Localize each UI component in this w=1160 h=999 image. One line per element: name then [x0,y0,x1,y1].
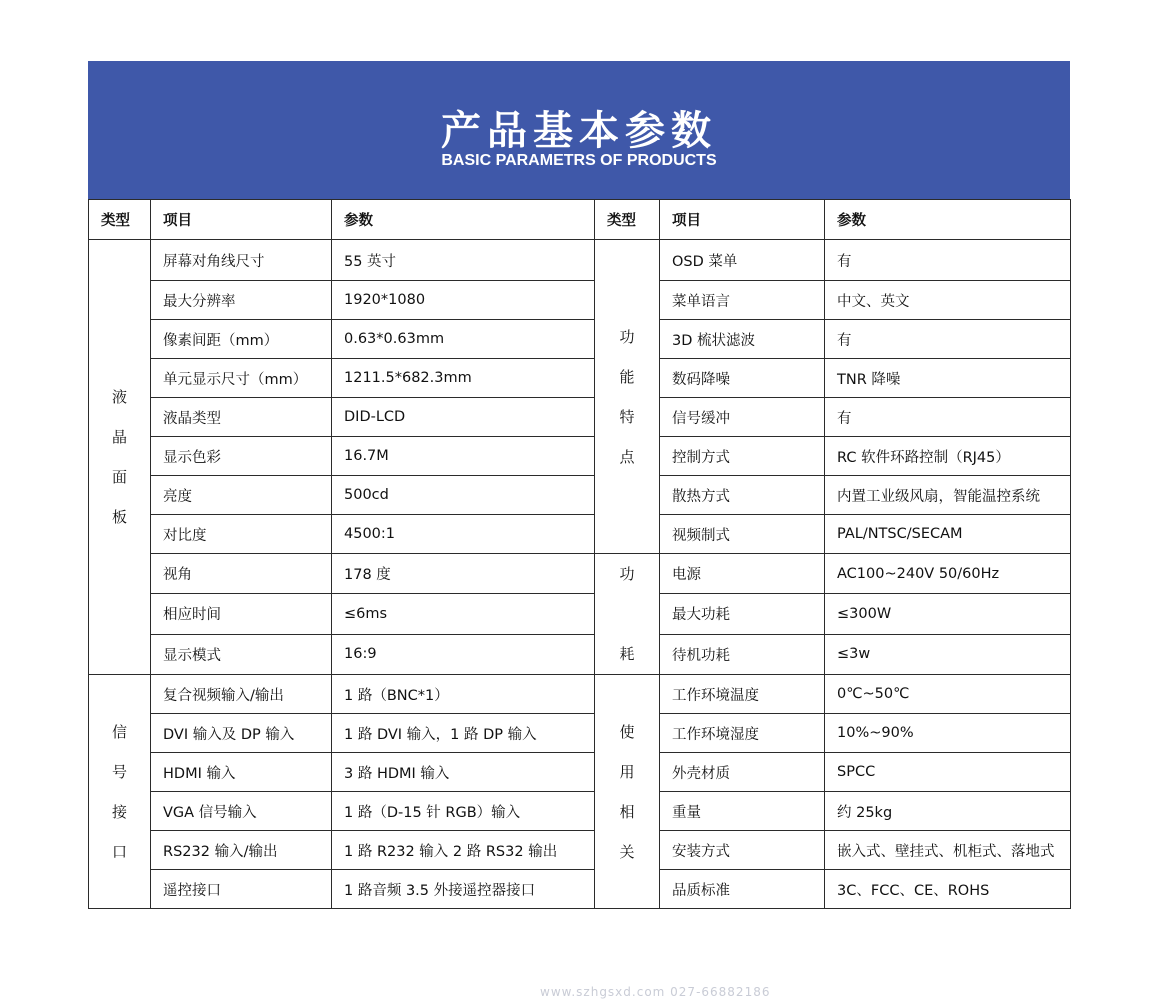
table-row [89,320,1071,359]
group-features [595,240,660,554]
param-item-2: 外壳材质 [660,753,825,792]
table-row [89,515,1071,554]
param-item: 屏幕对角线尺寸 [151,240,332,281]
param-item: 亮度 [151,476,332,515]
table-row [89,675,1071,714]
param-item-2: 工作环境温度 [660,675,825,714]
table-row [89,594,1071,634]
group-lcd-label: 液 晶 面 板 [111,388,127,526]
param-value: 0.63*0.63mm [332,320,595,359]
param-item: HDMI 输入 [151,753,332,792]
param-value-2: 0℃~50℃ [825,675,1071,714]
param-item: 单元显示尺寸（mm） [151,359,332,398]
table-row [89,753,1071,792]
header-item-2: 项目 [660,200,825,240]
header-value: 参数 [332,200,595,240]
param-item: 显示色彩 [151,437,332,476]
banner-title: 产品基本参数 [441,108,717,154]
group-interface [89,675,151,909]
param-value-2: 3C、FCC、CE、ROHS [825,870,1071,909]
param-item-2: 品质标准 [660,870,825,909]
table-row [89,634,1071,674]
param-value: 1211.5*682.3mm [332,359,595,398]
param-value-2: 有 [825,398,1071,437]
table-row [89,714,1071,753]
table-header-row [89,200,1071,240]
group-features-label: 功 能 特 点 [619,327,635,466]
param-value: 1 路 R232 输入 2 路 RS32 输出 [332,831,595,870]
param-item-2: 菜单语言 [660,281,825,320]
parameter-sheet [88,61,1070,999]
table-row [89,281,1071,320]
param-value-2: SPCC [825,753,1071,792]
param-value-2: 10%~90% [825,714,1071,753]
parameter-table [88,199,1071,909]
param-value-2: 内置工业级风扇，智能温控系统 [825,476,1071,515]
param-value-2: 嵌入式、壁挂式、机柜式、落地式 [825,831,1071,870]
param-item: 对比度 [151,515,332,554]
param-item-2: 信号缓冲 [660,398,825,437]
group-usage [595,675,660,909]
table-row [89,792,1071,831]
param-value: 3 路 HDMI 输入 [332,753,595,792]
param-value: DID-LCD [332,398,595,437]
param-item-2: 重量 [660,792,825,831]
param-item: 最大分辨率 [151,281,332,320]
param-item: DVI 输入及 DP 输入 [151,714,332,753]
param-item-2: 待机功耗 [660,634,825,674]
title-banner [88,61,1070,199]
header-type-2: 类型 [595,200,660,240]
table-row [89,554,1071,594]
param-value-2: TNR 降噪 [825,359,1071,398]
param-value-2: ≤3w [825,634,1071,674]
param-value: 4500:1 [332,515,595,554]
param-item: 视角 [151,554,332,594]
param-item: 像素间距（mm） [151,320,332,359]
param-item: VGA 信号输入 [151,792,332,831]
param-value: 1 路（D-15 针 RGB）输入 [332,792,595,831]
param-value: 500cd [332,476,595,515]
param-item-2: 安装方式 [660,831,825,870]
group-power-label: 功 耗 [619,565,635,663]
param-item: 相应时间 [151,594,332,634]
group-interface-label: 信 号 接 口 [111,722,127,861]
param-value: 1 路 DVI 输入，1 路 DP 输入 [332,714,595,753]
param-value-2: ≤300W [825,594,1071,634]
watermark-text: www.szhgsxd.com 027-66882186 [540,985,771,999]
param-value: 16:9 [332,634,595,674]
table-row [89,870,1071,909]
param-item: RS232 输入/输出 [151,831,332,870]
param-value-2: RC 软件环路控制（RJ45） [825,437,1071,476]
param-item-2: 控制方式 [660,437,825,476]
param-item: 复合视频输入/输出 [151,675,332,714]
param-item: 液晶类型 [151,398,332,437]
table-row [89,476,1071,515]
param-value: 1 路（BNC*1） [332,675,595,714]
group-power [595,554,660,675]
param-item-2: OSD 菜单 [660,240,825,281]
table-row [89,240,1071,281]
param-value-2: 中文、英文 [825,281,1071,320]
table-row [89,437,1071,476]
group-usage-label: 使 用 相 关 [619,722,635,861]
table-row [89,359,1071,398]
header-type: 类型 [89,200,151,240]
param-item-2: 3D 梳状滤波 [660,320,825,359]
param-item-2: 工作环境湿度 [660,714,825,753]
param-item: 遥控接口 [151,870,332,909]
param-value-2: AC100~240V 50/60Hz [825,554,1071,594]
header-item: 项目 [151,200,332,240]
param-value: 16.7M [332,437,595,476]
param-value-2: 有 [825,320,1071,359]
group-lcd [89,240,151,675]
param-value: 55 英寸 [332,240,595,281]
table-row [89,831,1071,870]
header-value-2: 参数 [825,200,1071,240]
param-item-2: 散热方式 [660,476,825,515]
param-item-2: 数码降噪 [660,359,825,398]
param-value-2: PAL/NTSC/SECAM [825,515,1071,554]
table-row [89,398,1071,437]
param-value: 1920*1080 [332,281,595,320]
param-value: ≤6ms [332,594,595,634]
param-value-2: 约 25kg [825,792,1071,831]
param-item-2: 最大功耗 [660,594,825,634]
param-item-2: 电源 [660,554,825,594]
param-value: 178 度 [332,554,595,594]
banner-subtitle: BASIC PARAMETRS OF PRODUCTS [441,152,717,169]
param-value: 1 路音频 3.5 外接遥控器接口 [332,870,595,909]
param-item: 显示模式 [151,634,332,674]
param-item-2: 视频制式 [660,515,825,554]
param-value-2: 有 [825,240,1071,281]
